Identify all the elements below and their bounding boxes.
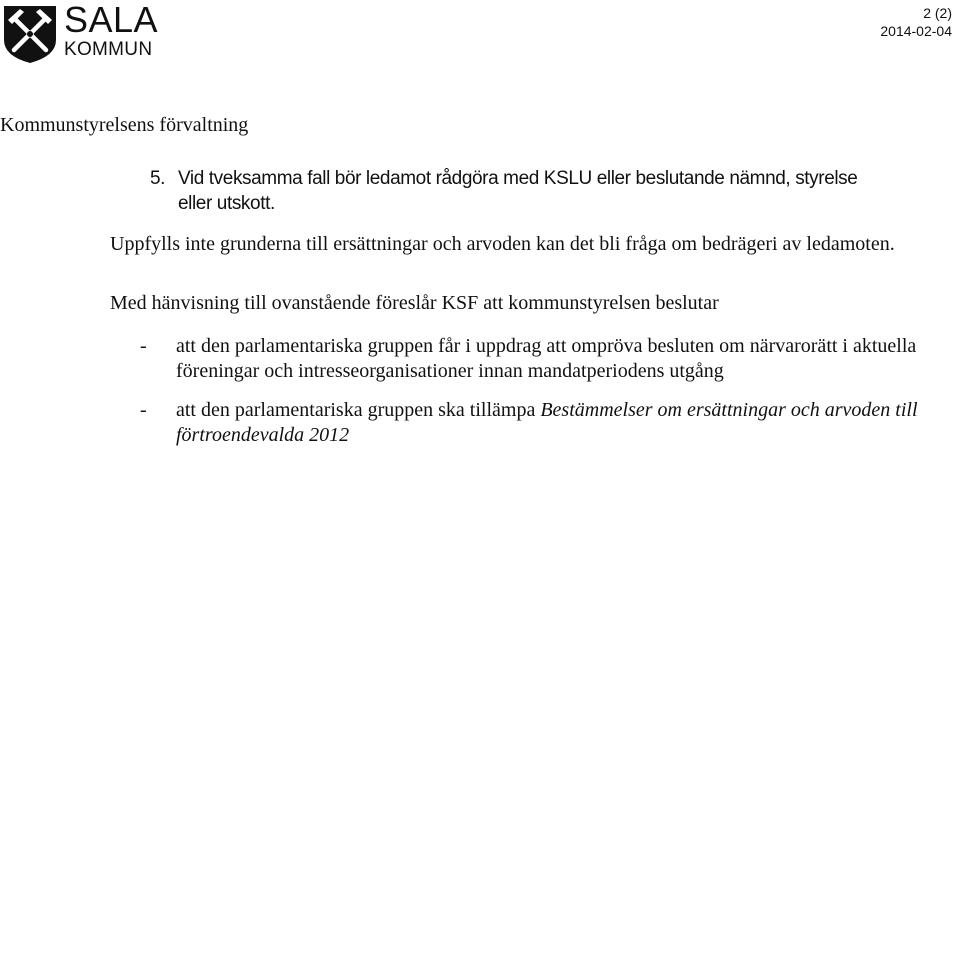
logo-wordmark: SALA	[64, 0, 159, 40]
sala-kommun-logo	[2, 0, 162, 66]
logo-subtitle: KOMMUN	[64, 39, 153, 60]
numbered-point-5	[150, 166, 870, 216]
fraud-paragraph: Uppfylls inte grunderna till ersättningar och arvoden kan det bli fråga om bedrägeri av ledamoten.	[110, 233, 895, 255]
decision-text: att den parlamentariska gruppen får i uppdrag att ompröva besluten om närvarorätt i aktuella föreningar och intresseorganisationer innan mandatperiodens utgång	[176, 335, 917, 382]
list-dash: -	[140, 335, 147, 357]
sala-shield-icon	[2, 4, 58, 64]
document-date: 2014-02-04	[880, 23, 952, 39]
regulation-title: Bestämmelser om ersättningar och arvoden till förtroendevalda 2012	[176, 399, 918, 446]
point-number: 5.	[150, 168, 166, 189]
department-name: Kommunstyrelsens förvaltning	[0, 114, 249, 136]
decision-list	[140, 334, 920, 462]
list-item	[140, 334, 920, 384]
point-text: Vid tveksamma fall bör ledamot rådgöra med KSLU eller beslutande nämnd, styrelse eller utskott.	[178, 168, 858, 214]
list-item	[140, 398, 920, 448]
decision-text: att den parlamentariska gruppen ska tillämpa	[176, 399, 541, 421]
list-dash: -	[140, 399, 147, 421]
page-number: 2 (2)	[923, 5, 952, 21]
proposal-intro: Med hänvisning till ovanstående föreslår KSF att kommunstyrelsen beslutar	[110, 292, 719, 314]
